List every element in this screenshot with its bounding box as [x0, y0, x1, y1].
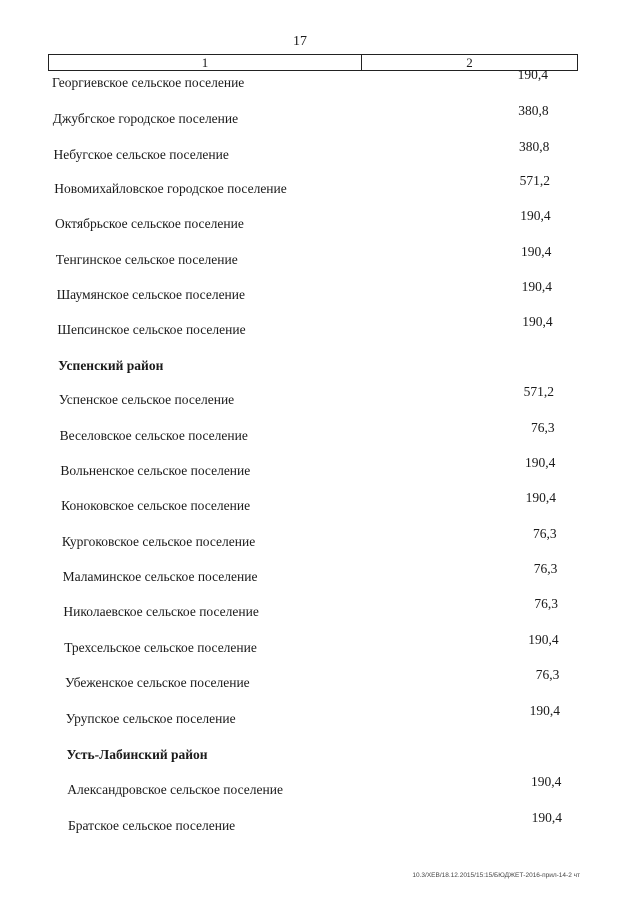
page-number: 17: [293, 34, 307, 49]
table-row: [68, 810, 588, 838]
allocation-value: 190,4: [517, 67, 548, 82]
settlement-name: Урупское сельское поселение: [65, 711, 236, 726]
settlement-name: Успенское сельское поселение: [58, 392, 235, 407]
district-name: Успенский район: [58, 358, 164, 373]
table-row: [55, 208, 575, 236]
table-row: [52, 103, 573, 131]
settlement-name: Веселовское сельское поселение: [59, 428, 248, 443]
allocation-value: 76,3: [533, 561, 558, 576]
table-row: [62, 561, 583, 589]
settlement-name: Небугское сельское поселение: [53, 147, 229, 162]
table-row: [64, 632, 584, 660]
allocation-value: 190,4: [529, 703, 560, 718]
settlement-name: Николаевское сельское поселение: [63, 604, 259, 619]
allocation-value: 76,3: [531, 420, 555, 435]
table-row: [53, 139, 574, 167]
district-heading: [66, 747, 586, 767]
allocation-value: 190,4: [530, 774, 562, 789]
allocation-value: 190,4: [520, 208, 551, 223]
settlement-name: Убеженское сельское поселение: [64, 675, 250, 690]
table-row: [61, 526, 582, 554]
settlement-name: Тенгинское сельское поселение: [55, 252, 238, 267]
allocation-value: 190,4: [524, 455, 556, 470]
allocation-value: 190,4: [522, 314, 553, 329]
table-row: [65, 703, 586, 731]
table-row: [67, 774, 587, 802]
allocation-value: 190,4: [525, 490, 556, 505]
allocation-value: 190,4: [531, 810, 562, 825]
allocation-value: 76,3: [534, 596, 558, 611]
settlement-name: Трехсельское сельское поселение: [64, 640, 257, 655]
settlement-name: Шепсинское сельское поселение: [57, 322, 246, 337]
settlement-name: Новомихайловское городское поселение: [54, 181, 287, 196]
table-row: [59, 420, 580, 448]
table-row: [58, 384, 579, 412]
table-row: [60, 455, 580, 483]
table-row: [55, 244, 576, 272]
allocation-value: 380,8: [518, 103, 549, 118]
table-row: [54, 173, 574, 201]
allocation-value: 190,4: [520, 244, 552, 259]
settlement-name: Братское сельское поселение: [68, 818, 236, 833]
district-heading: [58, 358, 578, 378]
allocation-value: 190,4: [521, 279, 552, 294]
footer-file-reference: 10.3/ХЕВ/18.12.2015/15:15/БЮДЖЕТ-2016-прил-14-2 чт: [412, 872, 580, 879]
settlement-name: Коноковское сельское поселение: [61, 498, 251, 513]
column-header-1: 1: [49, 55, 362, 70]
allocation-value: 76,3: [533, 526, 557, 541]
table-row: [56, 279, 577, 307]
settlement-name: Георгиевское сельское поселение: [52, 75, 245, 90]
allocation-value: 76,3: [535, 667, 560, 682]
table-row: [63, 596, 583, 624]
allocation-value: 571,2: [523, 384, 554, 399]
settlement-name: Александровское сельское поселение: [67, 782, 283, 797]
district-name: Усть-Лабинский район: [66, 747, 208, 762]
table-row: [64, 667, 585, 695]
settlement-name: Шаумянское сельское поселение: [56, 287, 246, 302]
column-header-2: 2: [466, 55, 473, 70]
table-row: [52, 67, 572, 95]
table-row: [57, 314, 577, 342]
allocation-value: 190,4: [528, 632, 559, 647]
settlement-name: Октябрьское сельское поселение: [55, 216, 244, 231]
settlement-name: Маламинское сельское поселение: [62, 569, 258, 584]
settlement-name: Кургоковское сельское поселение: [61, 534, 256, 549]
allocation-value: 380,8: [518, 139, 550, 154]
allocation-value: 571,2: [519, 173, 550, 188]
settlement-name: Джубгское городское поселение: [52, 111, 239, 126]
table-row: [61, 490, 581, 518]
settlement-name: Вольненское сельское поселение: [60, 463, 251, 478]
